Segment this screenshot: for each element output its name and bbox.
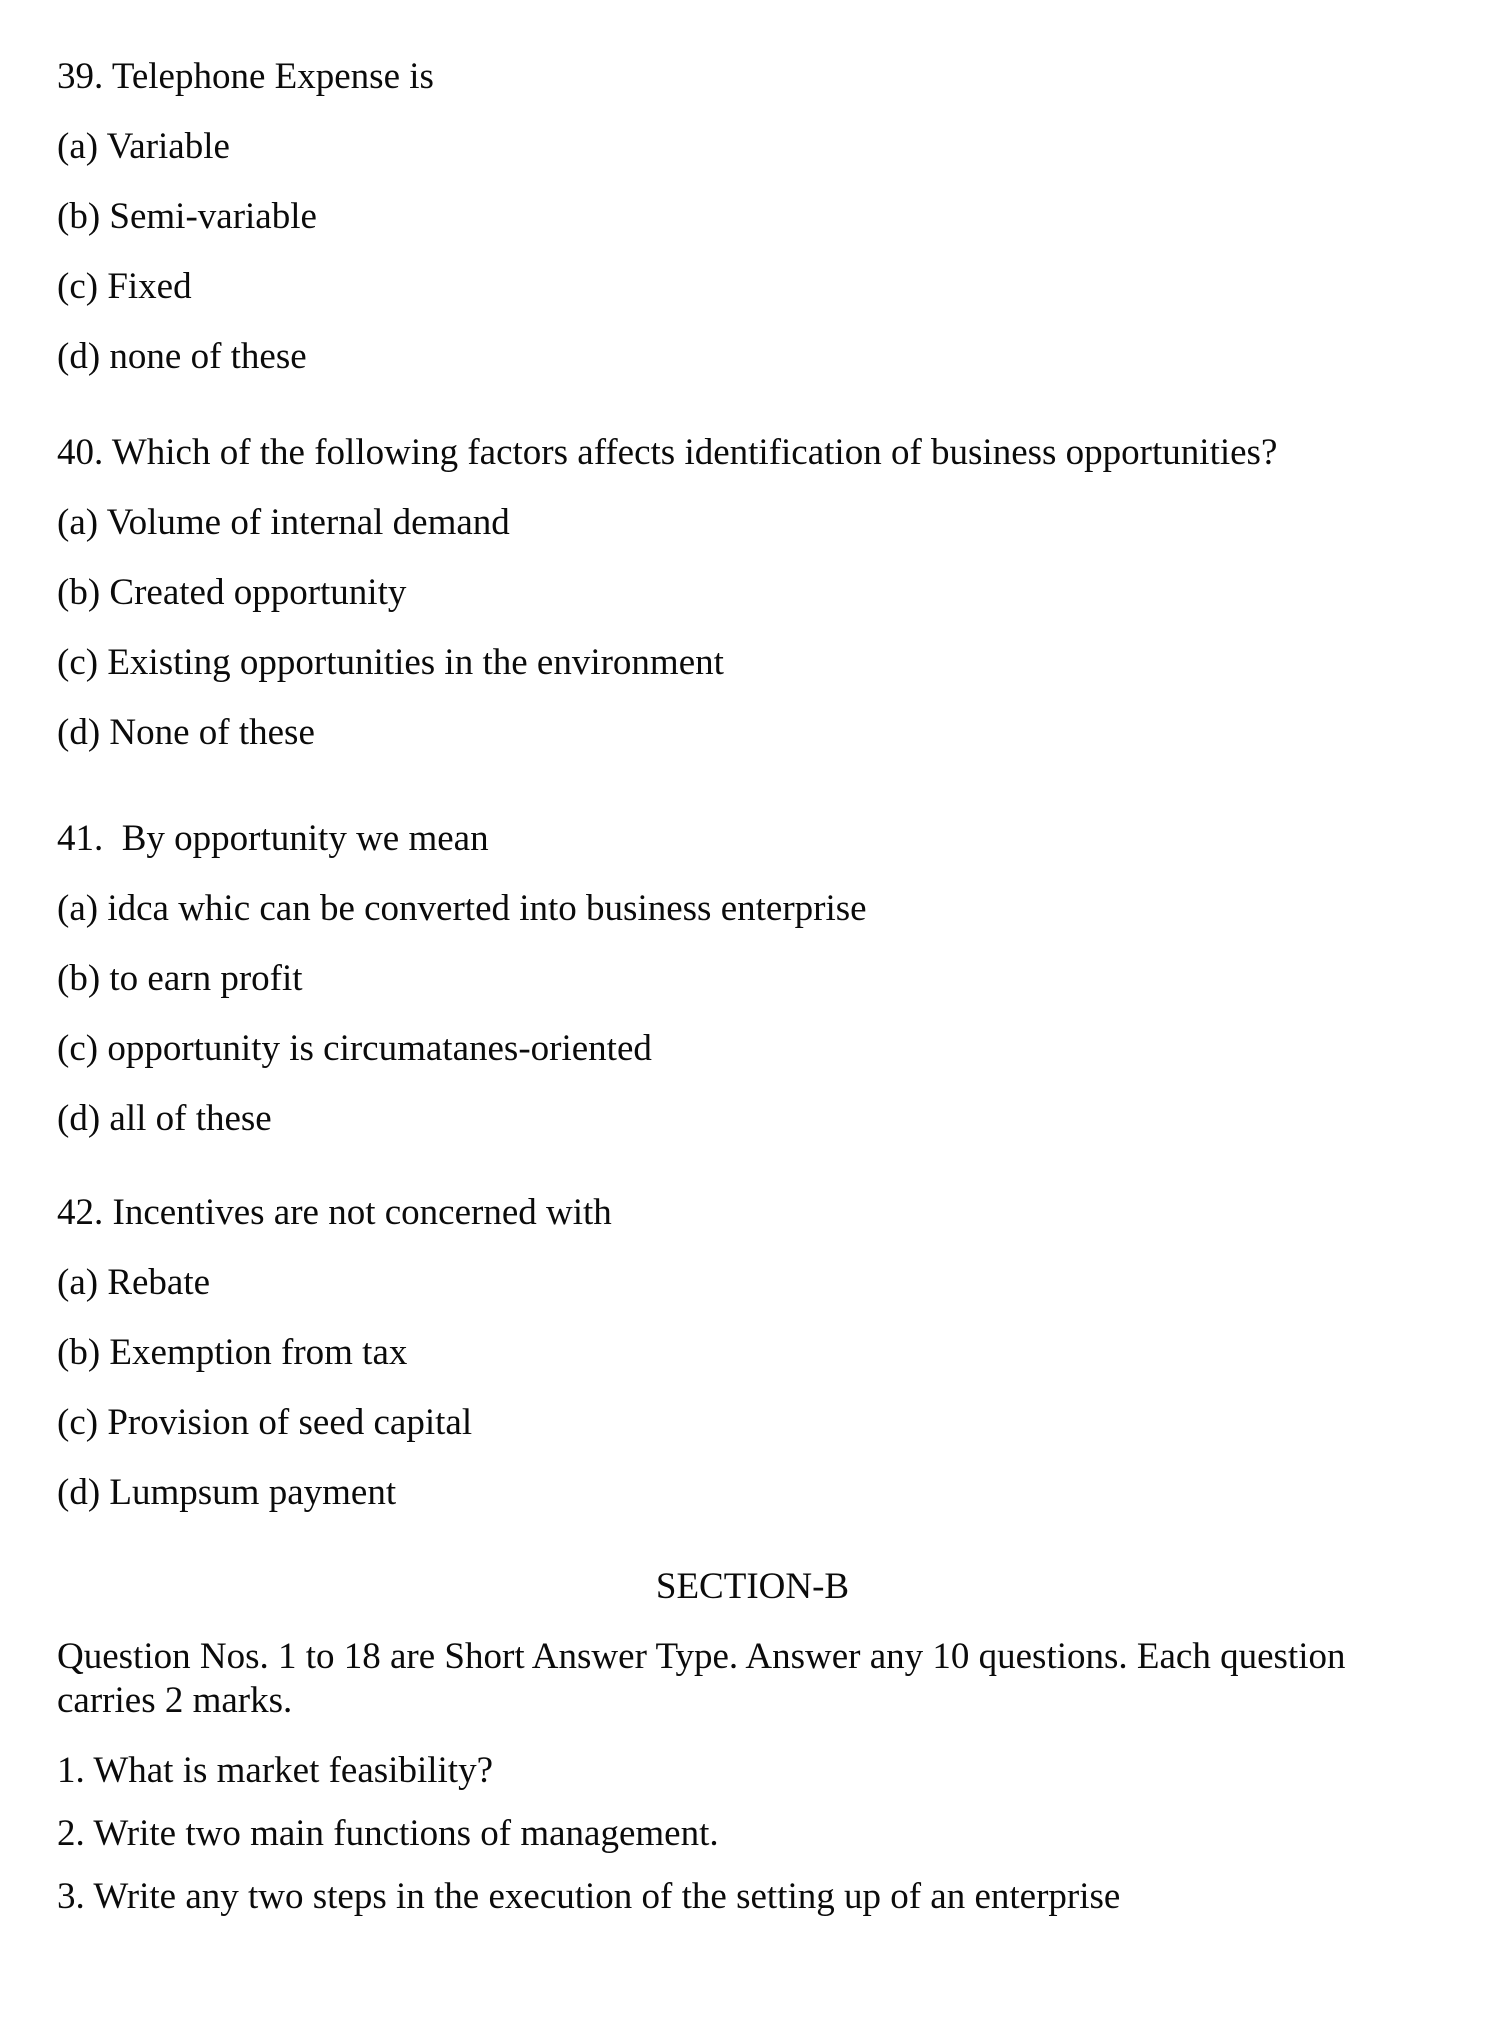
option-a: (a) Volume of internal demand (57, 502, 510, 543)
option-c: (c) Fixed (57, 266, 192, 307)
option-a: (a) idca whic can be converted into business enterprise (57, 888, 867, 929)
question-41 (57, 817, 1448, 1141)
short-question-1: 1. What is market feasibility? (57, 1750, 493, 1791)
question-40 (57, 431, 1448, 755)
option-b: (b) to earn profit (57, 958, 303, 999)
option-d: (d) all of these (57, 1098, 272, 1139)
short-question-2: 2. Write two main functions of management. (57, 1813, 719, 1854)
option-b: (b) Exemption from tax (57, 1332, 408, 1373)
option-a: (a) Variable (57, 126, 230, 167)
option-c: (c) opportunity is circumatanes-oriented (57, 1028, 652, 1069)
section-title: SECTION-B (655, 1566, 850, 1607)
option-d: (d) Lumpsum payment (57, 1472, 397, 1513)
question-39 (57, 55, 1448, 379)
option-b: (b) Semi-variable (57, 196, 317, 237)
option-a: (a) Rebate (57, 1262, 211, 1303)
short-question-3: 3. Write any two steps in the execution of the setting up of an enterprise (57, 1876, 1121, 1917)
option-b: (b) Created opportunity (57, 572, 407, 613)
question-42 (57, 1191, 1448, 1515)
option-d: (d) none of these (57, 336, 307, 377)
option-c: (c) Existing opportunities in the environment (57, 642, 724, 683)
option-c: (c) Provision of seed capital (57, 1402, 473, 1443)
question-text: 42. Incentives are not concerned with (57, 1192, 612, 1233)
section-instructions: Question Nos. 1 to 18 are Short Answer Type. Answer any 10 questions. Each question carries 2 marks. (57, 1636, 1346, 1721)
option-d: (d) None of these (57, 712, 315, 753)
question-text: 41. By opportunity we mean (57, 818, 489, 859)
question-text: 40. Which of the following factors affects identification of business opportunities? (57, 432, 1278, 473)
section-b (57, 1565, 1448, 1919)
question-text: 39. Telephone Expense is (57, 56, 434, 97)
